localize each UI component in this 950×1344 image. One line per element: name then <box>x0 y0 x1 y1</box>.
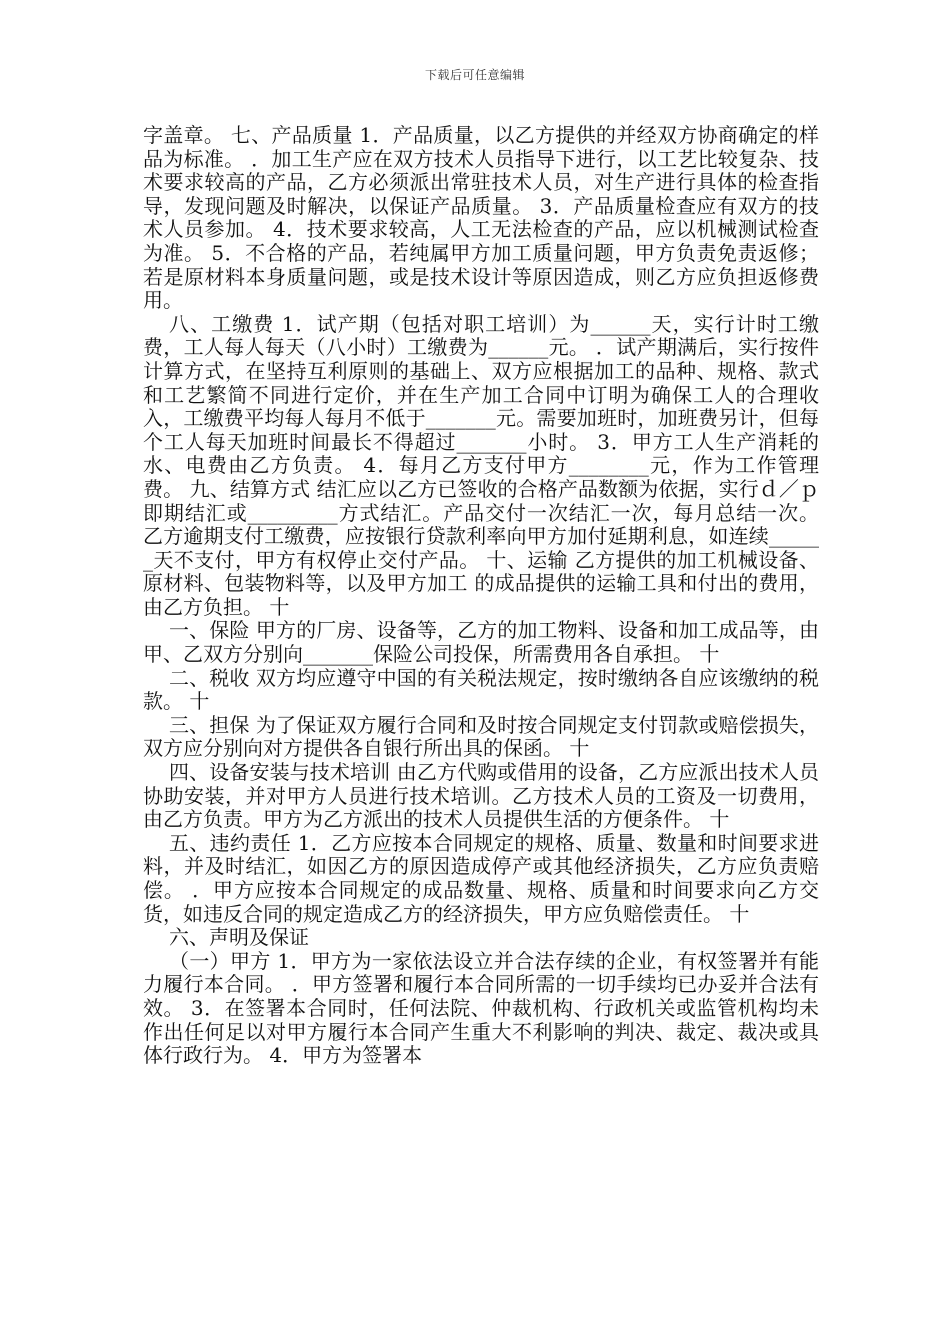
paragraph-insurance: 一、保险 甲方的厂房、设备等，乙方的加工物料、设备和加工成品等，由甲、乙双方分别向_______保险公司投保，所需费用各自承担。 十 <box>143 618 819 667</box>
paragraph-liability: 五、违约责任 1．乙方应按本合同规定的规格、质量、数量和时间要求进料，并及时结汇，如因乙方的原因造成停产或其他经济损失，乙方应负责赔偿。 ．甲方应按本合同规定的成品数量、规格、质量和时间要求向乙方交货，如违反合同的规定造成乙方的经济损失，甲方应负赔偿责任。 十 <box>143 830 819 926</box>
paragraph-declarations-heading: 六、声明及保证 <box>169 925 309 950</box>
page-header: 下载后可任意编辑 <box>424 68 525 82</box>
paragraph-guarantee: 三、担保 为了保证双方履行合同和及时按合同规定支付罚款或赔偿损失，双方应分别向对方提供各自银行所出具的保函。 十 <box>143 712 819 761</box>
paragraph-party-a-declarations: （一）甲方 1．甲方为一家依法设立并合法存续的企业，有权签署并有能力履行本合同。 ．甲方签署和履行本合同所需的一切手续均已办妥并合法有效。 3．在签署本合同时，任何法院、仲裁机构、行政机关或监管机构均未作出任何足以对甲方履行本合同产生重大不利影响的判决、裁定、裁决或具体行政行为。 4．甲方为签署本 <box>143 948 819 1068</box>
paragraph-tax: 二、税收 双方均应遵守中国的有关税法规定，按时缴纳各自应该缴纳的税款。 十 <box>143 665 819 714</box>
paragraph-equipment-training: 四、设备安装与技术培训 由乙方代购或借用的设备，乙方应派出技术人员协助安装，并对甲方人员进行技术培训。乙方技术人员的工资及一切费用，由乙方负责。甲方为乙方派出的技术人员提供生活的方便条件。 十 <box>143 760 819 832</box>
paragraph-product-quality: 字盖章。 七、产品质量 1．产品质量，以乙方提供的并经双方协商确定的样品为标准。 ．加工生产应在双方技术人员指导下进行，以工艺比较复杂、技术要求较高的产品，乙方必须派出常驻技术人员，对生产进行具体的检查指导，发现问题及时解决，以保证产品质量。 3．产品质量检查应有双方的技术人员参加。 4．技术要求较高，人工无法检查的产品，应以机械测试检查为准。 5．不合格的产品，若纯属甲方加工质量问题，甲方负责免责返修；若是原材料本身质量问题，或是技术设计等原因造成，则乙方应负担返修费用。 <box>143 123 819 313</box>
paragraph-processing-fee: 八、工缴费 1．试产期（包括对职工培训）为______天，实行计时工缴费，工人每人每天（八小时）工缴费为______元。 ．试产期满后，实行按件计算方式，在坚持互利原则的基础上、双方应根据加工的品种、规格、款式和工艺繁简不同进行定价，并在生产加工合同中订明为确保工人的合理收入，工缴费平均每人每月不低于_______元。需要加班时，加班费另计，但每个工人每天加班时间最长不得超过_______小时。 3．甲方工人生产消耗的水、电费由乙方负责。 4．每月乙方支付甲方________元，作为工作管理费。 九、结算方式 结汇应以乙方已签收的合格产品数额为依据，实行ｄ／ｐ即期结汇或_________方式结汇。产品交付一次结汇一次，每月总结一次。 乙方逾期支付工缴费，应按银行贷款利率向甲方加付延期利息，如连续______天不支付，甲方有权停止交付产品。 十、运输 乙方提供的加工机械设备、原材料、包装物料等，以及甲方加工 的成品提供的运输工具和付出的费用，由乙方负担。 十 <box>143 311 819 619</box>
document-body <box>143 124 819 1068</box>
